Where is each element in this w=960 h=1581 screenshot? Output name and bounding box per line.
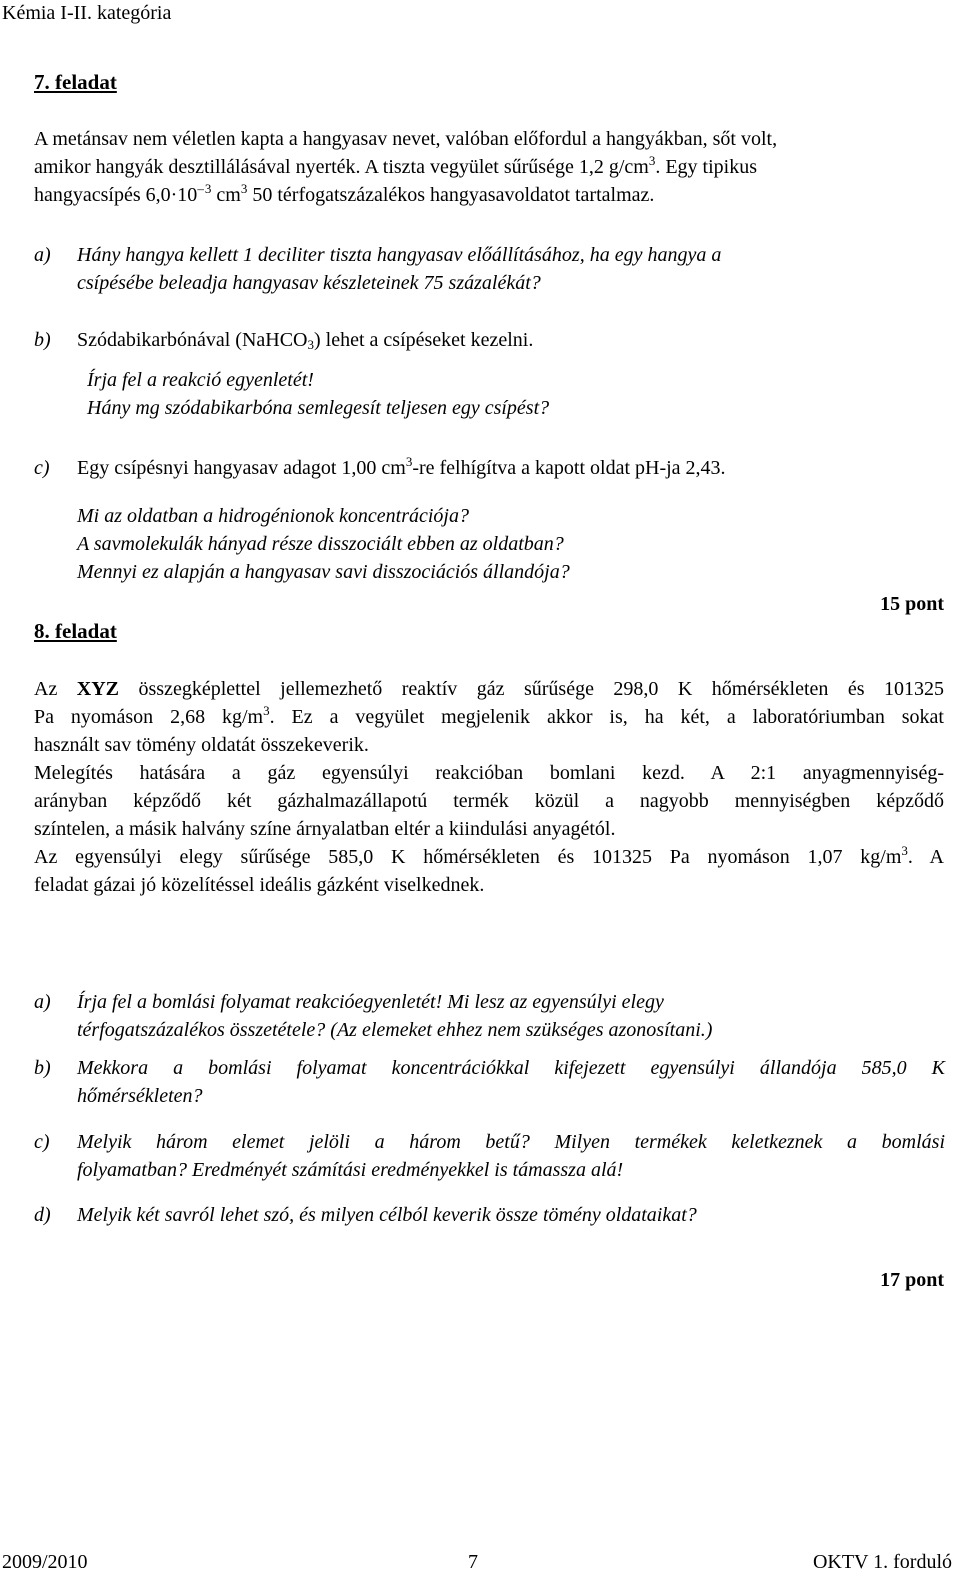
intro-line-1: A metánsav nem véletlen kapta a hangyasav nevet, valóban előfordul a hangyákban, sőt volt, [34, 128, 778, 150]
footer-page-number: 7 [468, 1551, 478, 1573]
question-label: b) [34, 1057, 51, 1079]
formula-xyz: XYZ [76, 678, 120, 700]
task-7-question-b-subitems: Írja fel a reakció egyenletét! Hány mg szódabikarbóna semlegesít teljesen egy csípést? [87, 369, 550, 419]
task-8-points: 17 pont [880, 1269, 944, 1291]
question-text: Szódabikarbónával (NaHCO$_3$) lehet a csípéseket kezelni. [77, 329, 534, 352]
question-label: c) [34, 457, 50, 479]
page-header: Kémia I-II. kategória [2, 2, 172, 24]
intro-line-2: amikor hangyák desztillálásával nyerték. A tiszta vegyület sűrűsége 1,2 $g/cm^3$. Egy tipikus [34, 153, 757, 178]
task-7-question-c-subitems: Mi az oldatban a hidrogénionok koncentrációja? A savmolekulák hányad része disszociált ebben az oldatban? Mennyi ez alapján a hangyasav savi disszociációs állandója? [77, 505, 570, 583]
question-text: Írja fel a bomlási folyamat reakcióegyenletét! Mi lesz az egyensúlyi elegy térfogatszázalékos összetétele? (Az elemeket ehhez nem szükséges azonosítani.) [77, 991, 713, 1041]
task-7-title: 7. feladat [34, 70, 117, 94]
question-label: c) [34, 1131, 50, 1153]
question-label: a) [34, 244, 51, 266]
question-text: Mekkora a bomlási folyamat koncentrációkkal kifejezett egyensúlyi állandója 585,0 K hőmérsékleten? [77, 1057, 945, 1107]
question-text: Hány hangya kellett 1 deciliter tiszta hangyasav előállításához, ha egy hangya a csípésébe beleadja hangyasav készleteinek 75 százalékát? [77, 244, 722, 294]
task-8-paragraph-3: Az egyensúlyi elegy sűrűsége 585,0 K hőmérsékleten és 101325 Pa nyomáson 1,07 $kg/m^3$. A feladat gázai jó közelítéssel ideális gázként viselkednek. [34, 843, 944, 896]
intro-line-3: hangyacsípés $6,0\cdot 10^{- 3}$ $cm^3$ 50 térfogatszázalékos hangyasavoldatot tartalmaz. [34, 181, 655, 206]
task-8-title: 8. feladat [34, 619, 117, 643]
question-text: Egy csípésnyi hangyasav adagot 1,00 $cm^3-re$ felhígítva a kapott oldat pH-ja 2,43. [77, 454, 726, 479]
question-label: b) [34, 329, 51, 351]
task-7-points: 15 pont [880, 593, 944, 615]
footer-year: 2009/2010 [2, 1551, 88, 1573]
question-label: a) [34, 991, 51, 1013]
task-8-paragraph-2: Melegítés hatására a gáz egyensúlyi reakcióban bomlani kezd. A 2:1 anyagmennyiség- arányban képződő két gázhalmazállapotú termék közül a nagyobb mennyiségben képződő színtelen, a másik halvány színe árnyalatban eltér a kiindulási anyagétól. [34, 762, 944, 840]
question-label: d) [34, 1204, 51, 1226]
question-text: Melyik két savról lehet szó, és milyen célból keverik össze tömény oldataikat? [77, 1204, 697, 1226]
task-8-paragraph-1: Az XYZ összegképlettel jellemezhető reaktív gáz sűrűsége 298,0 K hőmérsékleten és 101325 Pa nyomáson 2,68 $kg/m^3$. Ez a vegyület megjelenik akkor is, ha két, a laboratóriumban sokat használt sav tömény oldatát összekeverik. [34, 678, 944, 756]
task-7-intro [34, 125, 944, 209]
footer-round: OKTV 1. forduló [812, 1551, 952, 1573]
question-text: Melyik három elemet jelöli a három betű? Milyen termékek keletkeznek a bomlási folyamatban? Eredményét számítási eredményekkel is támassza alá! [77, 1131, 945, 1181]
